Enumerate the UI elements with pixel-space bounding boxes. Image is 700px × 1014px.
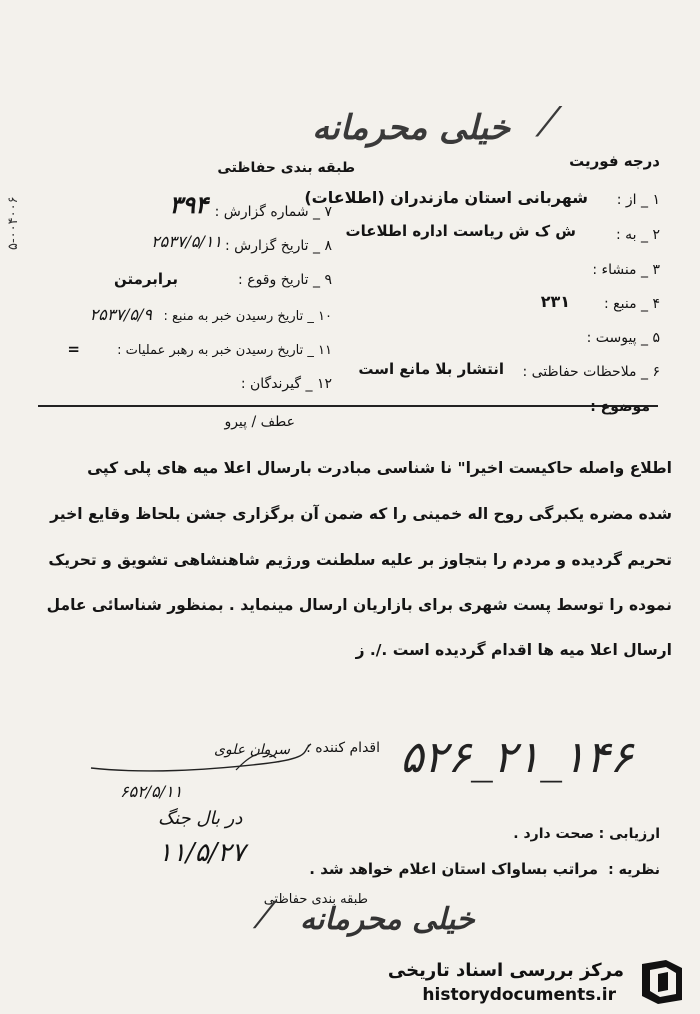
field-report-number-label: ۷ _ شماره گزارش :: [214, 204, 332, 220]
field-attachment-label: ۵ _ پیوست :: [586, 330, 660, 346]
body-line: تحریم گردیده و مردم را بتجاوز بر علیه سلطنت ورژیم شاهنشاهی تشویق و تحریک: [48, 551, 672, 569]
field-origin-label: ۳ _ منشاء :: [592, 262, 660, 278]
opinion-value: مراتب بساواک استان اعلام خواهد شد .: [309, 860, 598, 878]
action-officer-name: سروان علوی: [213, 742, 290, 758]
side-code: ۵-۰۰۴۰۰۶: [6, 196, 21, 250]
action-label: اقدام کننده :: [306, 740, 380, 756]
field-ops-receipt-value: =: [67, 340, 80, 358]
field-from-label: ۱ _ از :: [616, 192, 660, 208]
subject-reference: عطف / پیرو: [224, 414, 295, 430]
body-line: اطلاع واصله حاکیست اخیرا" نا شناسی مبادرت بارسال اعلا میه های پلی کپی: [87, 459, 672, 477]
handwritten-date: ۱۱/۵/۲۷: [158, 838, 246, 868]
archive-logo-icon: [636, 956, 688, 1008]
field-source-receipt-value: ۲۵۳۷/۵/۹: [89, 305, 152, 324]
field-from-value: شهربانی استان مازندران (اطلاعات): [304, 188, 588, 207]
handwritten-note-code: ۶۵۲/۵/۱۱: [120, 782, 183, 801]
field-report-date-label: ۸ _ تاریخ گزارش :: [224, 238, 332, 254]
opinion-label: نظریه :: [608, 862, 660, 878]
field-security-value: انتشار بلا مانع است: [358, 360, 504, 378]
field-source-value: ۲۳۱: [540, 292, 570, 311]
field-source-receipt-label: ۱۰ _ تاریخ رسیدن خبر به منبع :: [163, 309, 332, 324]
officer-signature: [86, 740, 316, 780]
evaluation-value: صحت دارد .: [513, 826, 594, 842]
field-report-date-value: ۲۵۳۷/۵/۱۱: [151, 232, 222, 251]
field-event-date-label: ۹ _ تاریخ وقوع :: [238, 272, 332, 288]
field-event-date-value: برابرمتن: [114, 270, 178, 288]
body-line: نموده را توسط پست شهری برای بازاریان ارسال مینماید . بمنظور شناسائی عامل: [46, 596, 672, 614]
bottom-classification-stamp: خیلی محرمانه: [300, 902, 475, 937]
top-classification-stamp: خیلی محرمانه: [312, 108, 510, 148]
handwritten-note-text: در بال جنگ: [158, 808, 243, 829]
field-report-number-value: ۳۹۴: [169, 190, 208, 219]
footer-classification-label: طبقه بندی حفاظتی: [263, 892, 368, 907]
classification-label: طبقه بندی حفاظتی: [217, 160, 355, 176]
field-recipients-label: ۱۲ _ گیرندگان :: [240, 376, 332, 392]
top-stamp-mark: ⁄: [545, 100, 552, 146]
field-source-label: ۴ _ منبع :: [604, 296, 660, 312]
bottom-stamp-mark: ⁄: [262, 896, 269, 937]
field-security-label: ۶ _ ملاحظات حفاظتی :: [522, 364, 660, 380]
field-to-label: ۲ _ به :: [615, 227, 660, 243]
watermark-title: مرکز بررسی اسناد تاریخی: [387, 960, 624, 981]
watermark-url: historydocuments.ir: [422, 985, 616, 1005]
field-ops-receipt-label: ۱۱ _ تاریخ رسیدن خبر به رهبر عملیات :: [117, 343, 332, 358]
subject-label: موضوع :: [590, 399, 650, 415]
evaluation-label: ارزیابی :: [598, 826, 660, 842]
field-to-value: ش ک ش ریاست اداره اطلاعات: [345, 222, 576, 240]
header-divider: [38, 405, 658, 407]
body-line: شده مضره یکبرگی روح اله خمینی را که ضمن آن برگزاری جشن بلحاظ وقایع اخیر: [50, 505, 672, 523]
body-line: ارسال اعلا میه ها اقدام گردیده است ./. ز: [355, 641, 672, 659]
urgency-label: درجه فوریت: [569, 152, 660, 170]
action-number: ۵۲۶_۲۱_۱۴۶: [400, 732, 634, 783]
